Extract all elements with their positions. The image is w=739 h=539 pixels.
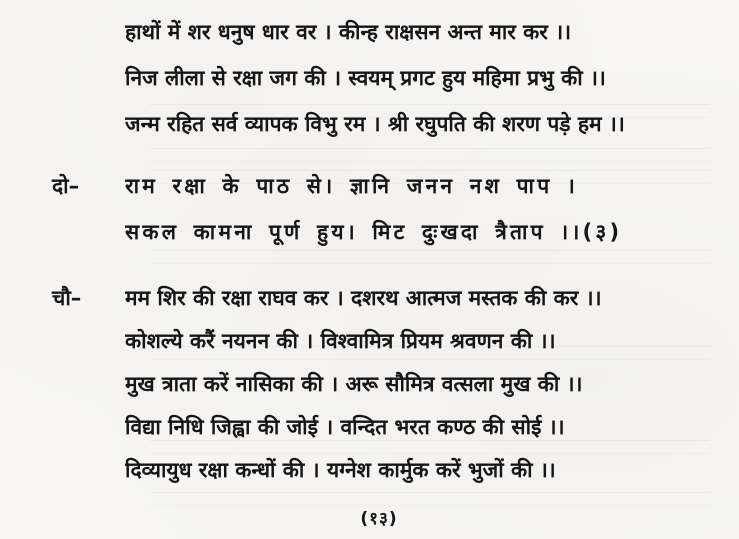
chaupai-text: विद्या निधि जिह्वा की जोई । वन्दित भरत कण्ठ की सोई ।। [125, 415, 565, 439]
verse-line [0, 14, 739, 50]
bleed-through-mark [150, 148, 710, 162]
bleed-through-mark [150, 250, 710, 264]
verse-text: जन्म रहित सर्व व्यापक विभु रम । श्री रघुपति की शरण पड़े हम ।। [125, 112, 625, 136]
chaupai-marker: चौ– [52, 286, 82, 310]
verse-line [0, 60, 739, 96]
doha-marker: दो– [52, 174, 80, 198]
chaupai-text: मुख त्राता करें नासिका की । अरू सौमित्र वत्सला मुख की ।। [125, 372, 583, 396]
chaupai-line [0, 409, 739, 445]
doha-text: राम रक्षा के पाठ से। ज्ञानि जनन नश पाप । [125, 174, 578, 198]
verse-line [0, 106, 739, 142]
chaupai-line [0, 366, 739, 402]
verse-text: हाथों में शर धनुष धार वर । कीन्ह राक्षसन अन्त मार कर ।। [125, 20, 572, 44]
page-number: (१३) [360, 509, 398, 529]
chaupai-text: कोशल्ये करैं नयनन की । विश्वामित्र प्रियम श्रवणन की ।। [125, 329, 556, 353]
doha-line [0, 168, 739, 204]
chaupai-line [0, 280, 739, 316]
chaupai-line [0, 452, 739, 488]
chaupai-text: दिव्यायुध रक्षा कन्धों की । यग्नेश कार्मुक करें भुजों की ।। [125, 458, 556, 482]
verse-text: निज लीला से रक्षा जग की । स्वयम् प्रगट हुय महिमा प्रभु की ।। [125, 66, 606, 90]
chaupai-text: मम शिर की रक्षा राघव कर । दशरथ आत्मज मस्तक की कर ।। [125, 286, 602, 310]
doha-text: सकल कामना पूर्ण हुय। मिट दुःखदा त्रैताप ।।(३) [125, 220, 623, 244]
doha-line [0, 214, 739, 250]
bleed-through-mark [150, 492, 710, 506]
chaupai-line [0, 323, 739, 359]
